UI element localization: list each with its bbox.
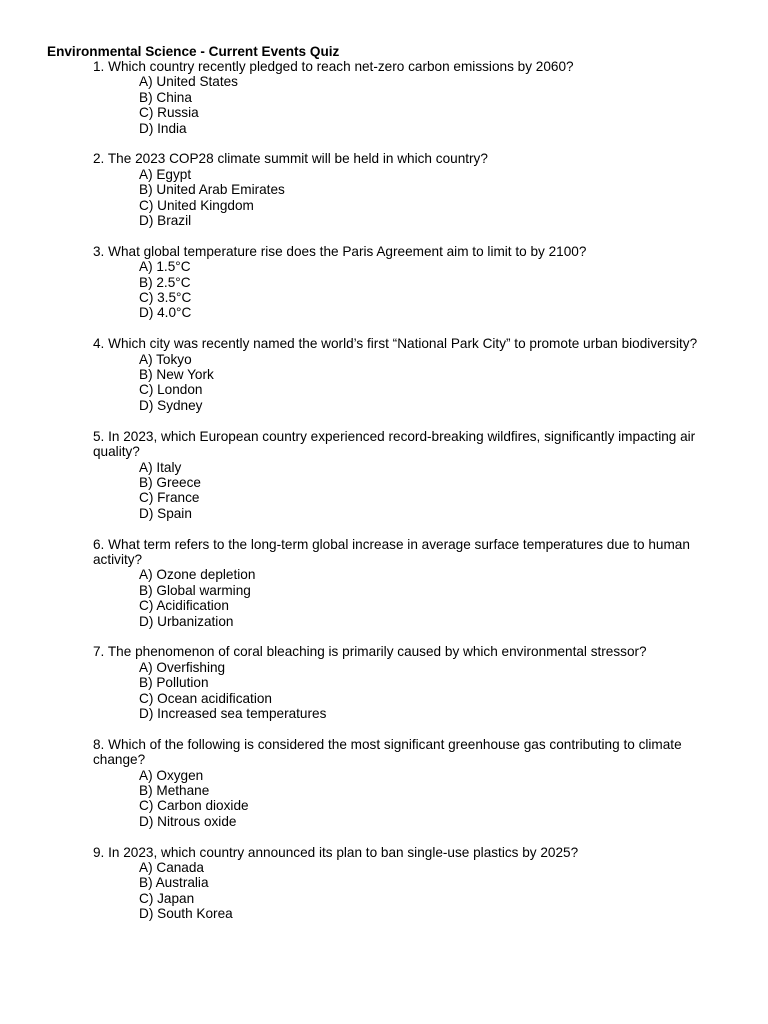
answer-option: B) Pollution [139, 675, 209, 691]
question-6 [93, 537, 723, 629]
question-9 [93, 845, 723, 922]
question-text: 7. The phenomenon of coral bleaching is primarily caused by which environmental stressor? [93, 644, 647, 660]
answer-option: A) Egypt [139, 166, 192, 182]
answer-option: A) Overfishing [139, 659, 226, 675]
answer-options [93, 460, 723, 522]
question-1 [93, 59, 723, 136]
answer-options [93, 860, 723, 922]
question-7 [93, 644, 723, 721]
answer-options [93, 567, 723, 629]
question-5 [93, 429, 723, 521]
answer-options [93, 74, 723, 136]
answer-option: C) France [139, 490, 200, 506]
answer-option: A) Italy [139, 459, 182, 475]
question-text: 8. Which of the following is considered the most significant greenhouse gas contributing to climate change? [93, 736, 682, 768]
answer-option: C) 3.5°C [139, 290, 192, 306]
answer-option: B) Greece [139, 474, 201, 490]
question-2 [93, 151, 723, 228]
answer-option: B) 2.5°C [139, 274, 191, 290]
answer-option: C) Carbon dioxide [139, 798, 249, 814]
answer-option: D) Increased sea temperatures [139, 705, 327, 721]
answer-option: C) United Kingdom [139, 197, 254, 213]
question-text: 6. What term refers to the long-term global increase in average surface temperatures due to human activity? [93, 536, 690, 567]
answer-option: A) Ozone depletion [139, 567, 256, 583]
answer-option: D) Sydney [139, 397, 203, 413]
answer-option: B) Methane [139, 782, 210, 798]
answer-option: D) South Korea [139, 906, 233, 922]
quiz-title: Environmental Science - Current Events Quiz [47, 44, 340, 59]
question-list [93, 59, 723, 937]
answer-option: D) Urbanization [139, 613, 234, 629]
answer-option: D) Nitrous oxide [139, 813, 237, 829]
question-text: 2. The 2023 COP28 climate summit will be held in which country? [93, 151, 488, 167]
answer-option: D) Spain [139, 505, 192, 521]
answer-option: B) China [139, 89, 192, 105]
answer-options [93, 660, 723, 722]
question-text: 9. In 2023, which country announced its plan to ban single-use plastics by 2025? [93, 844, 579, 860]
answer-option: C) Acidification [139, 598, 229, 614]
answer-option: C) Russia [139, 105, 199, 121]
question-text: 1. Which country recently pledged to reach net-zero carbon emissions by 2060? [93, 59, 574, 74]
question-text: 3. What global temperature rise does the Paris Agreement aim to limit to by 2100? [93, 243, 587, 259]
answer-option: D) 4.0°C [139, 305, 192, 321]
answer-option: B) Global warming [139, 582, 251, 598]
answer-option: A) Tokyo [139, 351, 192, 367]
answer-option: A) Canada [139, 860, 204, 875]
answer-options [93, 259, 723, 321]
question-8 [93, 737, 723, 829]
question-4 [93, 336, 723, 413]
answer-option: A) Oxygen [139, 767, 204, 783]
answer-option: B) Australia [139, 875, 209, 891]
answer-options [93, 352, 723, 414]
answer-option: A) 1.5°C [139, 259, 191, 275]
answer-option: B) New York [139, 367, 214, 383]
answer-option: D) Brazil [139, 213, 192, 229]
answer-options [93, 167, 723, 229]
answer-option: D) India [139, 120, 187, 136]
answer-option: C) Ocean acidification [139, 690, 272, 706]
answer-option: B) United Arab Emirates [139, 182, 285, 198]
question-3 [93, 244, 723, 321]
answer-option: C) London [139, 382, 203, 398]
question-text: 4. Which city was recently named the world’s first “National Park City” to promote urban biodiversity? [93, 336, 698, 352]
answer-option: A) United States [139, 74, 238, 90]
answer-option: C) Japan [139, 890, 195, 906]
question-text: 5. In 2023, which European country experienced record-breaking wildfires, significantly impacting air quality? [93, 428, 696, 460]
answer-options [93, 768, 723, 830]
